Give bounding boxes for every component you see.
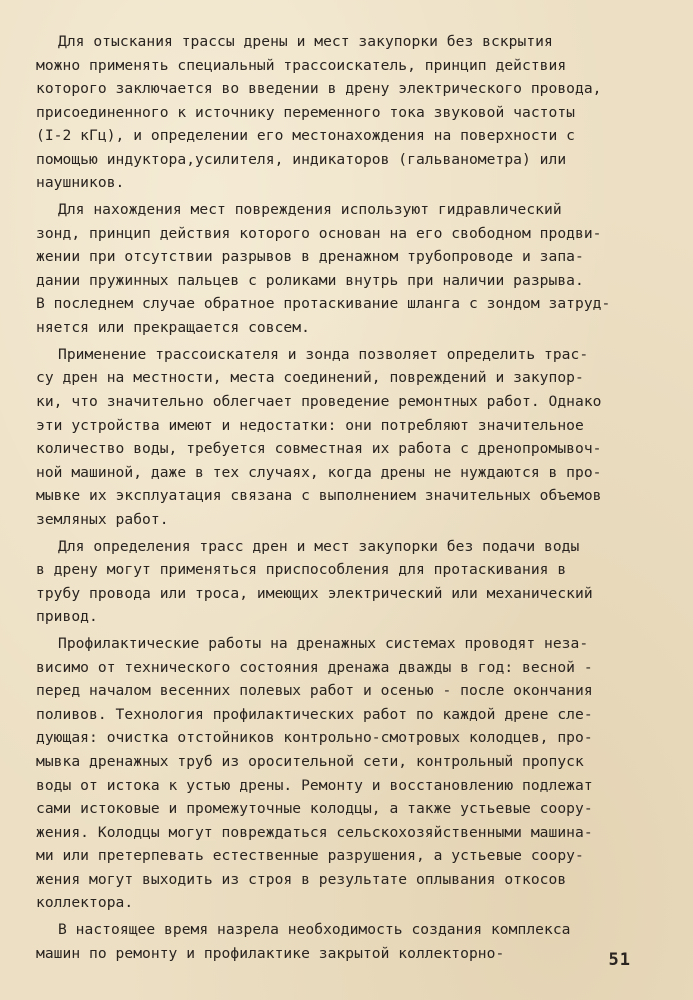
page-number: 51 xyxy=(608,950,631,970)
paragraph-1 xyxy=(36,30,672,195)
body-text xyxy=(36,30,672,965)
text-line: можно применять специальный трассоискатель, принцип действия xyxy=(36,56,567,74)
text-line: наушников. xyxy=(36,174,125,192)
text-line: ки, что значительно облегчает проведение ремонтных работ. Однако xyxy=(36,392,602,410)
text-line: ми или претерпевать естественные разрушения, а устьевые соору- xyxy=(36,847,584,865)
text-line: жения могут выходить из строя в результате оплывания откосов xyxy=(36,870,567,888)
text-line: количество воды, требуется совместная их работа с дренопромывоч- xyxy=(36,440,602,458)
text-line: Для нахождения мест повреждения используют гидравлический xyxy=(58,201,562,219)
text-line: мывке их эксплуатация связана с выполнением значительных объемов xyxy=(36,487,602,505)
text-line: воды от истока к устью дрены. Ремонту и восстановлению подлежат xyxy=(36,776,593,794)
text-line: Профилактические работы на дренажных системах проводят неза- xyxy=(58,635,589,653)
text-line: су дрен на местности, места соединений, повреждений и закупор- xyxy=(36,369,584,387)
text-line: Для отыскания трассы дрены и мест закупорки без вскрытия xyxy=(58,33,553,50)
text-line: земляных работ. xyxy=(36,510,169,528)
text-line: присоединенного к источнику переменного тока звуковой частоты xyxy=(36,103,576,121)
text-line: В настоящее время назрела необходимость создания комплекса xyxy=(58,921,571,939)
text-line: дании пружинных пальцев с роликами внутрь при наличии разрыва. xyxy=(36,271,584,289)
text-line: перед началом весенних полевых работ и осенью - после окончания xyxy=(36,682,593,700)
text-line: висимо от технического состояния дренажа дважды в год: весной - xyxy=(36,658,593,676)
text-line: которого заключается во введении в дрену электрического провода, xyxy=(36,80,602,98)
text-line: в дрену могут применяться приспособления для протаскивания в xyxy=(36,561,567,579)
text-line: помощью индуктора,усилителя, индикаторов (гальванометра) или xyxy=(36,150,567,168)
text-line: сами истоковые и промежуточные колодцы, а также устьевые соору- xyxy=(36,800,593,818)
text-line: мывка дренажных труб из оросительной сети, контрольный пропуск xyxy=(36,752,584,770)
text-line: жении при отсутствии разрывов в дренажном трубопроводе и запа- xyxy=(36,248,584,266)
text-line: коллектора. xyxy=(36,894,134,912)
text-line: машин по ремонту и профилактике закрытой коллекторно- xyxy=(36,944,505,962)
text-line: ной машиной, даже в тех случаях, когда дрены не нуждаются в про- xyxy=(36,463,602,481)
text-line: трубу провода или троса, имеющих электрический или механический xyxy=(36,584,593,602)
text-line: зонд, принцип действия которого основан на его свободном продви- xyxy=(36,224,602,242)
paragraph-5 xyxy=(36,632,672,915)
text-line: В последнем случае обратное протаскивание шланга с зондом затруд- xyxy=(36,295,611,313)
text-line: Для определения трасс дрен и мест закупорки без подачи воды xyxy=(58,537,580,555)
paragraph-2 xyxy=(36,198,672,339)
text-line: эти устройства имеют и недостатки: они потребляют значительное xyxy=(36,416,584,434)
text-line: няется или прекращается совсем. xyxy=(36,318,310,336)
text-line: дующая: очистка отстойников контрольно-смотровых колодцев, про- xyxy=(36,729,593,747)
paragraph-3 xyxy=(36,343,672,531)
text-line: жения. Колодцы могут повреждаться сельскохозяйственными машина- xyxy=(36,823,593,841)
text-line: привод. xyxy=(36,608,98,626)
text-line: поливов. Технология профилактических работ по каждой дрене сле- xyxy=(36,705,593,723)
paragraph-6 xyxy=(36,918,672,965)
paragraph-4 xyxy=(36,535,672,629)
text-line: Применение трассоискателя и зонда позволяет определить трас- xyxy=(58,345,589,363)
text-line: (I-2 кГц), и определении его местонахождения на поверхности с xyxy=(36,127,576,145)
